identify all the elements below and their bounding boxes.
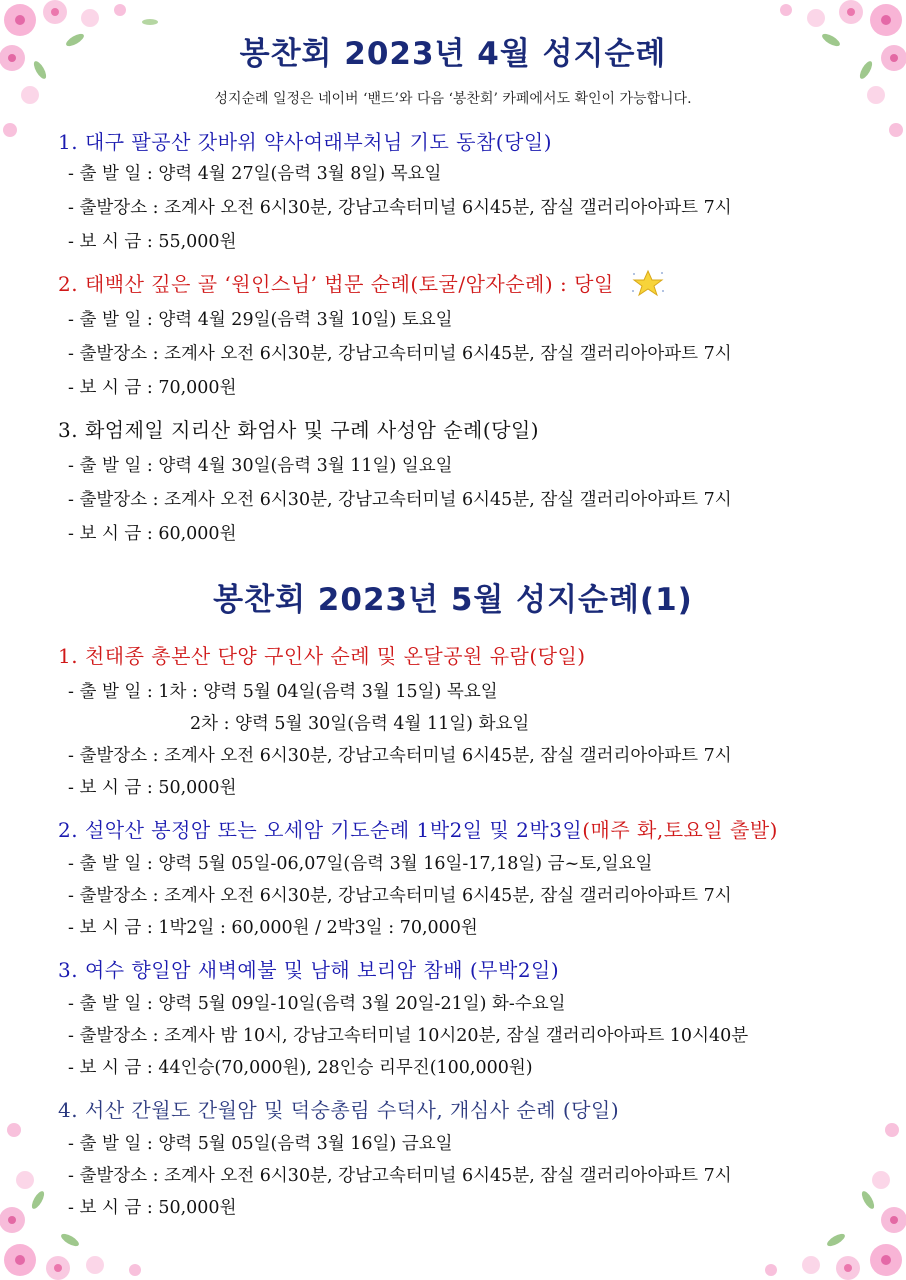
april-item-2-heading-row xyxy=(58,268,665,302)
flower-corner-top-right xyxy=(706,0,906,160)
may-item-1-date-2: 2차 : 양력 5월 30일(음력 4월 11일) 화요일 xyxy=(190,714,530,734)
star-icon xyxy=(631,269,665,302)
april-item-3-heading: 3. 화엄제일 지리산 화엄사 및 구례 사성암 순례(당일) xyxy=(58,418,540,442)
april-item-1-place: - 출발장소 : 조계사 오전 6시30분, 강남고속터미널 6시45분, 잠실 갤러리아아파트 7시 xyxy=(68,198,732,218)
may-item-4-heading: 4. 서산 간월도 간월암 및 덕숭총림 수덕사, 개심사 순례 (당일) xyxy=(58,1098,620,1122)
may-item-1-fee: - 보 시 금 : 50,000원 xyxy=(68,778,237,798)
april-item-2-fee: - 보 시 금 : 70,000원 xyxy=(68,378,237,398)
may-item-2-heading: 2. 설악산 봉정암 또는 오세암 기도순례 1박2일 및 2박3일 xyxy=(58,818,583,842)
may-item-3-fee: - 보 시 금 : 44인승(70,000원), 28인승 리무진(100,000원) xyxy=(68,1058,533,1078)
may-item-2-heading-row xyxy=(58,814,778,843)
may-item-1-date: - 출 발 일 : 1차 : 양력 5월 04일(음력 3월 15일) 목요일 xyxy=(68,682,498,702)
may-item-3-place: - 출발장소 : 조계사 밤 10시, 강남고속터미널 10시20분, 잠실 갤러리아아파트 10시40분 xyxy=(68,1026,749,1046)
may-item-4-date: - 출 발 일 : 양력 5월 05일(음력 3월 16일) 금요일 xyxy=(68,1134,453,1154)
may-item-4-place: - 출발장소 : 조계사 오전 6시30분, 강남고속터미널 6시45분, 잠실 갤러리아아파트 7시 xyxy=(68,1166,732,1186)
april-item-1-heading: 1. 대구 팔공산 갓바위 약사여래부처님 기도 동참(당일) xyxy=(58,130,553,154)
may-item-2-place: - 출발장소 : 조계사 오전 6시30분, 강남고속터미널 6시45분, 잠실 갤러리아아파트 7시 xyxy=(68,886,732,906)
may-item-2-date: - 출 발 일 : 양력 5월 05일-06,07일(음력 3월 16일-17,18일) 금~토,일요일 xyxy=(68,854,653,874)
april-item-3-place: - 출발장소 : 조계사 오전 6시30분, 강남고속터미널 6시45분, 잠실 갤러리아아파트 7시 xyxy=(68,490,732,510)
april-item-3-date: - 출 발 일 : 양력 4월 30일(음력 3월 11일) 일요일 xyxy=(68,456,453,476)
april-item-2-date: - 출 발 일 : 양력 4월 29일(음력 3월 10일) 토요일 xyxy=(68,310,453,330)
april-item-2-heading: 2. 태백산 깊은 골 ‘원인스님’ 법문 순례(토굴/암자순례) : 당일 xyxy=(58,272,614,296)
april-item-1-date: - 출 발 일 : 양력 4월 27일(음력 3월 8일) 목요일 xyxy=(68,164,442,184)
april-subtitle: 성지순례 일정은 네이버 ‘밴드’와 다음 ‘봉찬회’ 카페에서도 확인이 가능합니다. xyxy=(214,91,692,107)
april-item-1-fee: - 보 시 금 : 55,000원 xyxy=(68,232,237,252)
april-item-3-fee: - 보 시 금 : 60,000원 xyxy=(68,524,237,544)
may-item-4-fee: - 보 시 금 : 50,000원 xyxy=(68,1198,237,1218)
may-title: 봉찬회 2023년 5월 성지순례(1) xyxy=(213,582,693,618)
flower-corner-bottom-right xyxy=(706,1070,906,1280)
may-item-1-heading: 1. 천태종 총본산 단양 구인사 순례 및 온달공원 유람(당일) xyxy=(58,644,586,668)
may-item-3-heading: 3. 여수 향일암 새벽예불 및 남해 보리암 참배 (무박2일) xyxy=(58,958,560,982)
may-item-2-heading-note: (매주 화,토요일 출발) xyxy=(582,818,778,842)
may-item-2-fee: - 보 시 금 : 1박2일 : 60,000원 / 2박3일 : 70,000원 xyxy=(68,918,478,938)
april-title: 봉찬회 2023년 4월 성지순례 xyxy=(239,36,667,72)
may-item-1-place: - 출발장소 : 조계사 오전 6시30분, 강남고속터미널 6시45분, 잠실 갤러리아아파트 7시 xyxy=(68,746,732,766)
april-item-2-place: - 출발장소 : 조계사 오전 6시30분, 강남고속터미널 6시45분, 잠실 갤러리아아파트 7시 xyxy=(68,344,732,364)
may-item-3-date: - 출 발 일 : 양력 5월 09일-10일(음력 3월 20일-21일) 화-수요일 xyxy=(68,994,566,1014)
